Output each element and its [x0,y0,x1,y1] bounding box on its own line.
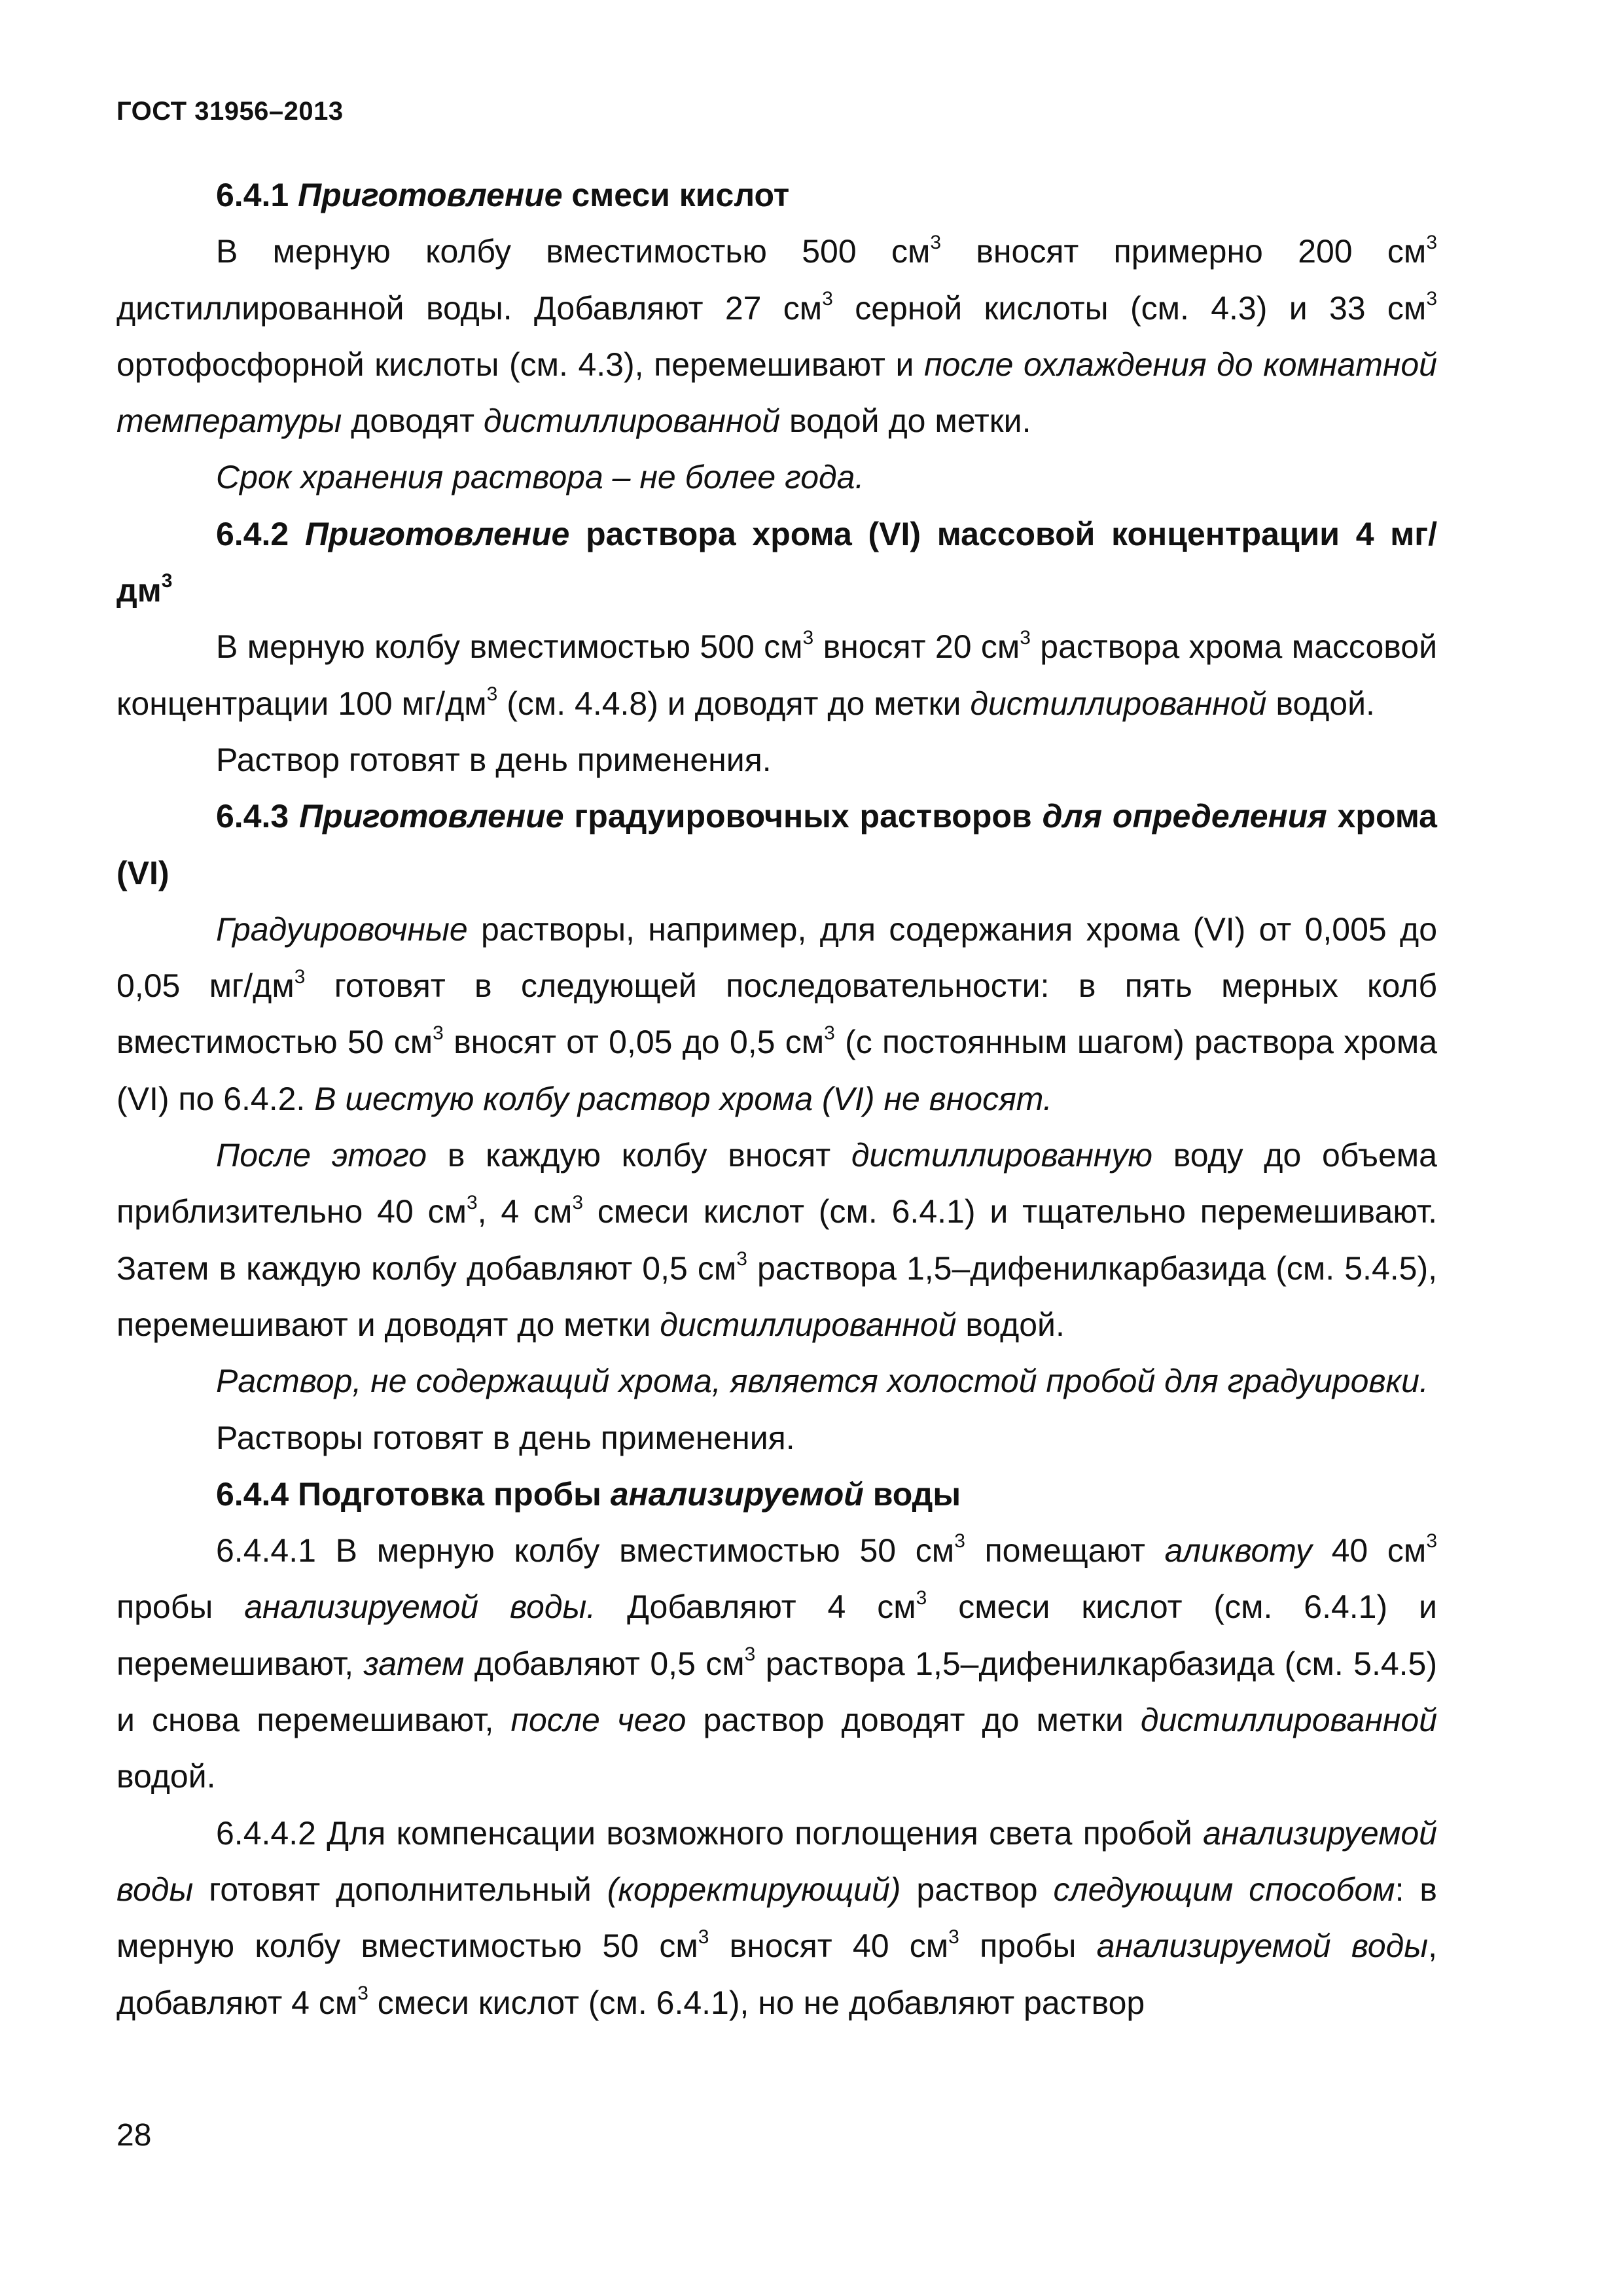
section-heading-6-4-2: 6.4.2 Приготовление раствора хрома (VI) массовой концентрации 4 $мг/дм^3$ [116,515,1437,609]
section-heading-6-4-4: 6.4.4 Подготовка пробы анализируемой воды [216,1475,961,1513]
paragraph-blank-sample: Раствор, не содержащий хрома, является холостой пробой для градуировки. [216,1363,1429,1400]
paragraph-prepared-same-day: Раствор готовят в день применения. [216,741,772,778]
section-heading-6-4-1: 6.4.1 Приготовление смеси кислот [216,177,790,213]
page-number: 28 [116,2118,152,2153]
document-header: ГОСТ 31956–2013 [116,97,344,126]
section-heading-6-4-3: 6.4.3 Приготовление градуировочных растворов для определения хрома (VI) [116,798,1437,891]
paragraph-6-4-4-2: 6.4.4.2 Для компенсации возможного поглощения света пробой анализируемой воды готовят дополнительный (корректирующий) раствор следующим способом: в мерную колбу вместимостью 50 $см^3$ вносят 40 $см^3$ пробы анализируемой воды, добавляют 4 $см^3$ смеси кислот (см. 6.4.1), но не добавляют раствор [116,1814,1437,2021]
paragraph-solutions-same-day: Растворы готовят в день применения. [216,1419,795,1456]
paragraph-calibration-solutions: Градуировочные растворы, например, для содержания хрома (VI) от 0,005 до 0,05 $мг/дм^3$ готовят в следующей последовательности: в пять мерных колб вместимостью 50 $см^3$ вносят от 0,05 до 0,5 $см^3$ (с постоянным шагом) раствора хрома (VI) по 6.4.2. В шестую колбу раствор хрома (VI) не вносят. [116,910,1438,1117]
document-body [116,167,1437,2031]
paragraph-storage-term: Срок хранения раствора – не более года. [216,459,865,496]
paragraph-after-this: После этого в каждую колбу вносят дистиллированную воду до объема приблизительно 40 $см^3$, 4 $см^3$ смеси кислот (см. 6.4.1) и тщательно перемешивают. Затем в каждую колбу добавляют 0,5 $см^3$ раствора 1,5–дифенилкарбазида (см. 5.4.5), перемешивают и доводят до метки дистиллированной водой. [116,1137,1437,1343]
paragraph-6-4-4-1: 6.4.4.1 В мерную колбу вместимостью 50 $см^3$ помещают аликвоту 40 $см^3$ пробы анализируемой воды. Добавляют 4 $см^3$ смеси кислот (см. 6.4.1) и перемешивают, затем добавляют 0,5 $см^3$ раствора 1,5–дифенилкарбазида (см. 5.4.5) и снова перемешивают, после чего раствор доводят до метки дистиллированной водой. [116,1530,1438,1795]
paragraph-acid-mixture: В мерную колбу вместимостью 500 $см^3$ вносят примерно 200 $см^3$ дистиллированной воды. Добавляют 27 $см^3$ серной кислоты (см. 4.3) и 33 $см^3$ ортофосфорной кислоты (см. 4.3), перемешивают и после охлаждения до комнатной температуры доводят дистиллированной водой до метки. [116,231,1437,440]
paragraph-chromium-solution: В мерную колбу вместимостью 500 $см^3$ вносят 20 $см^3$ раствора хрома массовой концентрации 100 $мг/дм^3$ (см. 4.4.8) и доводят до метки дистиллированной водой. [116,626,1438,722]
